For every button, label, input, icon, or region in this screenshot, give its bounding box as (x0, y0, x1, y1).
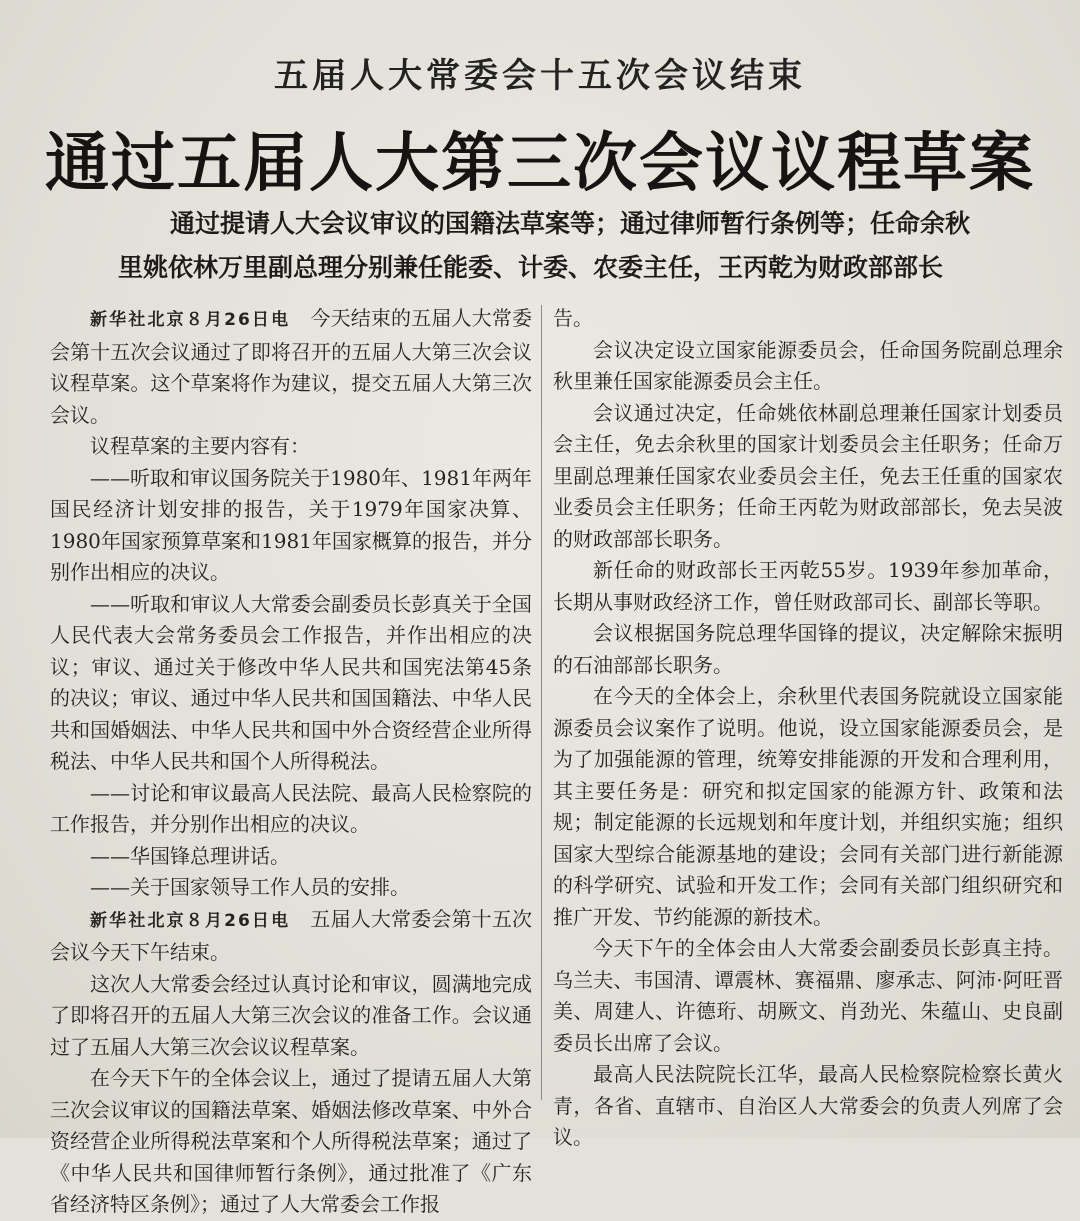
paragraph: 在今天的全体会上，余秋里代表国务院就设立国家能源委员会议案作了说明。他说，设立国家能源委员会，是为了加强能源的管理，统筹安排能源的开发和合理利用，其主要任务是：研究和拟定国家的能源方针、政策和法规；制定能源的长远规划和年度计划，并组织实施；组织国家大型综合能源基地的建设；会同有关部门进行新能源的科学研究、试验和开发工作；会同有关部门组织研究和推广开发、节约能源的新技术。 (553, 684, 1063, 929)
paragraph-text: 五届人大常委会第十五次会议今天下午结束。 (50, 906, 532, 964)
paragraph: ——关于国家领导工作人员的安排。 (90, 875, 410, 899)
paragraph: 最高人民法院院长江华，最高人民检察院检察长黄火青，各省、直辖市、自治区人大常委会的负责人列席了会议。 (553, 1062, 1063, 1149)
paragraph: 会议通过决定，任命姚依林副总理兼任国家计划委员会主任，免去余秋里的国家计划委员会主任职务；任命万里副总理兼任国家农业委员会主任，免去王任重的国家农业委员会主任职务；任命王丙乾为财政部部长，免去吴波的财政部部长职务。 (553, 400, 1063, 551)
paragraph: 新任命的财政部长王丙乾55岁。1939年参加革命，长期从事财政经济工作，曾任财政部司长、副部长等职。 (553, 558, 1063, 614)
article-subhead-line-1: 通过提请人大会议审议的国籍法草案等；通过律师暂行条例等；任命余秋 (170, 209, 971, 238)
paragraph: 会议决定设立国家能源委员会，任命国务院副总理余秋里兼任国家能源委员会主任。 (553, 337, 1063, 393)
paragraph: ——听取和审议国务院关于1980年、1981年两年国民经济计划安排的报告，关于1979年国家决算、1980年国家预算草案和1981年国家概算的报告，并分别作出相应的决议。 (50, 465, 532, 584)
column-divider (541, 305, 542, 1100)
paragraph: 会议根据国务院总理华国锋的提议，决定解除宋振明的石油部部长职务。 (553, 621, 1063, 677)
paragraph: 告。 (553, 306, 593, 330)
left-column (50, 303, 532, 1221)
paragraph: ——听取和审议人大常委会副委员长彭真关于全国人民代表大会常务委员会工作报告，并作出相应的决议；审议、通过关于修改中华人民共和国宪法第45条的决议；审议、通过中华人民共和国国籍法、中华人民共和国婚姻法、中华人民共和国中外合资经营企业所得税法、中华人民共和国个人所得税法。 (50, 591, 532, 773)
paragraph: 议程草案的主要内容有： (90, 434, 310, 458)
article-subhead-line-2: 里姚依林万里副总理分别兼任能委、计委、农委主任，王丙乾为财政部部长 (118, 253, 944, 282)
paragraph: ——讨论和审议最高人民法院、最高人民检察院的工作报告，并分别作出相应的决议。 (50, 780, 532, 836)
article-kicker: 五届人大常委会十五次会议结束 (274, 56, 806, 96)
paragraph: 这次人大常委会经过认真讨论和审议，圆满地完成了即将召开的五届人大第三次会议的准备工作。会议通过了五届人大第三次会议议程草案。 (50, 971, 532, 1059)
paragraph: 今天下午的全体会由人大常委会副委员长彭真主持。乌兰夫、韦国清、谭震林、赛福鼎、廖承志、阿沛·阿旺晋美、周建人、许德珩、胡厥文、肖劲光、朱蕴山、史良副委员长出席了会议。 (553, 936, 1063, 1055)
dateline: 新华社北京８月26日电 (90, 310, 291, 330)
dateline: 新华社北京８月26日电 (90, 910, 291, 931)
right-column (553, 303, 1063, 1154)
article-headline: 通过五届人大第三次会议议程草案 (45, 127, 1035, 201)
paragraph-text: 今天结束的五届人大常委会第十五次会议通过了即将召开的五届人大第三次会议议程草案。这个草案将作为建议，提交五届人大第三次会议。 (50, 306, 532, 427)
paragraph (50, 303, 532, 431)
paragraph (50, 904, 532, 969)
paragraph: ——华国锋总理讲话。 (90, 843, 290, 868)
paragraph: 在今天下午的全体会议上，通过了提请五届人大第三次会议审议的国籍法草案、婚姻法修改草案、中外合资经营企业所得税法草案和个人所得税法草案；通过了《中华人民共和国律师暂行条例》，通过批准了《广东省经济特区条例》；通过了人大常委会工作报 (50, 1066, 532, 1216)
